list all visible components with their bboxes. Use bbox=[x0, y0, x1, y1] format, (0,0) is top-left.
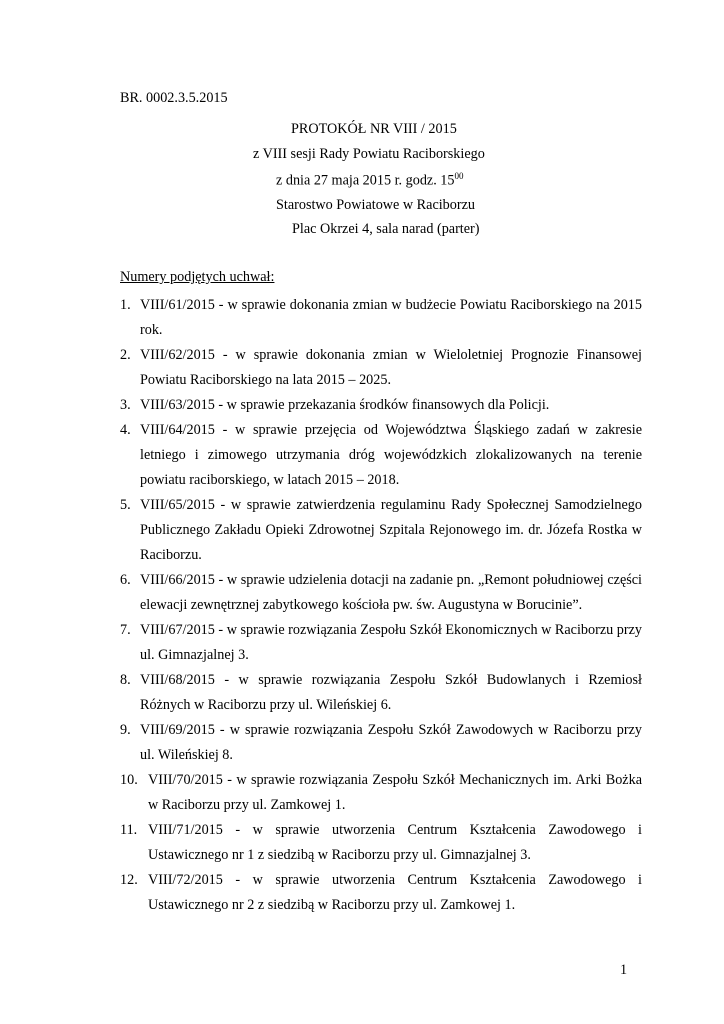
list-item bbox=[120, 343, 642, 393]
list-item bbox=[120, 868, 642, 918]
section-title: Numery podjętych uchwał: bbox=[120, 269, 275, 285]
list-item bbox=[120, 718, 642, 768]
resolutions-list bbox=[120, 293, 642, 918]
protocol-title: PROTOKÓŁ NR VIII / 2015 bbox=[291, 121, 457, 137]
item-text: VIII/64/2015 - w sprawie przejęcia od Województwa Śląskiego zadań w zakresie letniego i zimowego utrzymania dróg wojewódzkich zlokalizowanych na terenie powiatu raciborskiego, w latach 2015 – 2018. bbox=[140, 422, 642, 488]
item-number: 9. bbox=[120, 722, 131, 738]
item-number: 12. bbox=[120, 872, 138, 888]
list-item bbox=[120, 393, 642, 418]
item-number: 6. bbox=[120, 572, 131, 588]
list-item bbox=[120, 668, 642, 718]
session-line: z VIII sesji Rady Powiatu Raciborskiego bbox=[253, 146, 485, 162]
date-line bbox=[276, 171, 464, 190]
item-number: 8. bbox=[120, 672, 131, 688]
list-item bbox=[120, 418, 642, 493]
item-text: VIII/67/2015 - w sprawie rozwiązania Zespołu Szkół Ekonomicznych w Raciborzu przy ul. Gimnazjalnej 3. bbox=[140, 622, 642, 663]
item-text: VIII/68/2015 - w sprawie rozwiązania Zespołu Szkół Budowlanych i Rzemiosł Różnych w Raciborzu przy ul. Wileńskiej 6. bbox=[140, 672, 642, 713]
item-number: 7. bbox=[120, 622, 131, 638]
item-number: 5. bbox=[120, 497, 131, 513]
list-item bbox=[120, 293, 642, 343]
item-text: VIII/65/2015 - w sprawie zatwierdzenia regulaminu Rady Społecznej Samodzielnego Publicznego Zakładu Opieki Zdrowotnej Szpitala Rejonowego im. dr. Józefa Rostka w Raciborzu. bbox=[140, 497, 642, 563]
item-text: VIII/69/2015 - w sprawie rozwiązania Zespołu Szkół Zawodowych w Raciborzu przy ul. Wileńskiej 8. bbox=[140, 722, 642, 763]
item-number: 11. bbox=[120, 822, 138, 838]
document-reference: BR. 0002.3.5.2015 bbox=[120, 90, 228, 106]
item-text: VIII/62/2015 - w sprawie dokonania zmian w Wieloletniej Prognozie Finansowej Powiatu Raciborskiego na lata 2015 – 2025. bbox=[140, 347, 642, 388]
list-item bbox=[120, 493, 642, 568]
item-text: VIII/63/2015 - w sprawie przekazania środków finansowych dla Policji. bbox=[140, 397, 550, 413]
item-number: 1. bbox=[120, 297, 131, 313]
item-number: 3. bbox=[120, 397, 131, 413]
item-text: VIII/61/2015 - w sprawie dokonania zmian w budżecie Powiatu Raciborskiego na 2015 rok. bbox=[140, 297, 642, 338]
item-text: VIII/71/2015 - w sprawie utworzenia Centrum Kształcenia Zawodowego i Ustawicznego nr 1 z siedzibą w Raciborzu przy ul. Gimnazjalnej 3. bbox=[148, 822, 642, 863]
address-line: Plac Okrzei 4, sala narad (parter) bbox=[292, 221, 480, 237]
place-line: Starostwo Powiatowe w Raciborzu bbox=[276, 197, 475, 213]
time-superscript: 00 bbox=[454, 171, 464, 181]
page-number: 1 bbox=[620, 962, 628, 978]
list-item bbox=[120, 618, 642, 668]
list-item bbox=[120, 818, 642, 868]
item-text: VIII/70/2015 - w sprawie rozwiązania Zespołu Szkół Mechanicznych im. Arki Bożka w Raciborzu przy ul. Zamkowej 1. bbox=[148, 772, 642, 813]
date-text: z dnia 27 maja 2015 r. godz. 15 bbox=[276, 172, 455, 189]
item-number: 2. bbox=[120, 347, 131, 363]
item-text: VIII/66/2015 - w sprawie udzielenia dotacji na zadanie pn. „Remont południowej części elewacji zewnętrznej zabytkowego kościoła pw. św. Augustyna w Borucinie”. bbox=[140, 572, 642, 613]
item-text: VIII/72/2015 - w sprawie utworzenia Centrum Kształcenia Zawodowego i Ustawicznego nr 2 z siedzibą w Raciborzu przy ul. Zamkowej 1. bbox=[148, 872, 642, 913]
item-number: 10. bbox=[120, 772, 138, 788]
item-number: 4. bbox=[120, 422, 131, 438]
list-item bbox=[120, 768, 642, 818]
list-item bbox=[120, 568, 642, 618]
